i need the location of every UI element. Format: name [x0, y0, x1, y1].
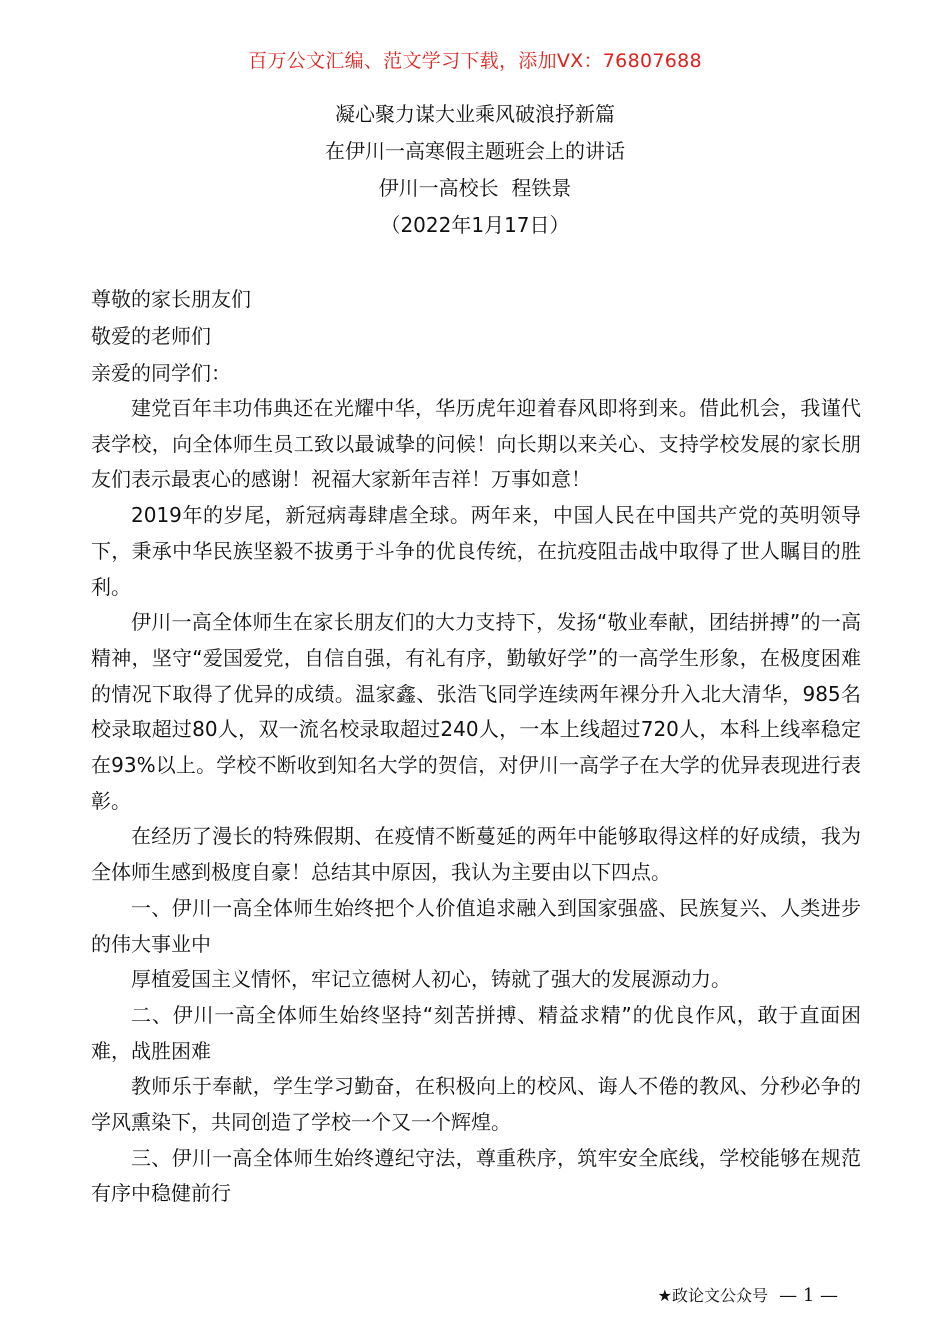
speech-title: 凝心聚力谋大业乘风破浪抒新篇 [335, 102, 615, 126]
speech-body [91, 391, 861, 1212]
page-footer [658, 1283, 838, 1306]
page-number: — 1 — [779, 1285, 838, 1306]
section-heading: 三、伊川一高全体师生始终遵纪守法，尊重秩序，筑牢安全底线，学校能够在规范有序中稳健前行 [91, 1145, 861, 1206]
section-heading: 一、伊川一高全体师生始终把个人价值追求融入到国家强盛、民族复兴、人类进步的伟大事业中 [91, 895, 861, 956]
salutation-teachers: 敬爱的老师们 [91, 324, 211, 348]
title-block [0, 96, 950, 244]
speaker-line: 伊川一高校长 程铁景 [378, 176, 572, 200]
footer-source: ★政论文公众号 [657, 1286, 768, 1305]
paragraph: 教师乐于奉献，学生学习勤奋，在积极向上的校风、诲人不倦的教风、分秒必争的学风熏染下，共同创造了学校一个又一个辉煌。 [91, 1074, 861, 1135]
paragraph: 在经历了漫长的特殊假期、在疫情不断蔓延的两年中能够取得这样的好成绩，我为全体师生感到极度自豪！总结其中原因，我认为主要由以下四点。 [91, 824, 861, 885]
salutation-parents: 尊敬的家长朋友们 [91, 287, 251, 311]
speech-date: （2022年1月17日） [380, 213, 570, 237]
salutation-block [91, 281, 871, 392]
salutation-students: 亲爱的同学们： [91, 361, 231, 385]
section-heading: 二、伊川一高全体师生始终坚持“刻苦拼搏、精益求精”的优良作风，敢于直面困难，战胜困难 [91, 1002, 861, 1063]
paragraph: 2019年的岁尾，新冠病毒肆虐全球。两年来，中国人民在中国共产党的英明领导下，秉承中华民族坚毅不拔勇于斗争的优良传统，在抗疫阻击战中取得了世人瞩目的胜利。 [91, 503, 861, 599]
promo-banner: 百万公文汇编、范文学习下载，添加VX：76807688 [248, 50, 702, 72]
paragraph: 伊川一高全体师生在家长朋友们的大力支持下，发扬“敬业奉献，团结拼搏”的一高精神，坚守“爱国爱党，自信自强，有礼有序，勤敏好学”的一高学生形象，在极度困难的情况下取得了优异的成绩。温家鑫、张浩飞同学连续两年裸分升入北大清华，985名校录取超过80人，双一流名校录取超过240人，一本上线超过720人，本科上线率稳定在93%以上。学校不断收到知名大学的贺信，对伊川一高学子在大学的优异表现进行表彰。 [91, 610, 861, 813]
paragraph: 建党百年丰功伟典还在光耀中华，华历虎年迎着春风即将到来。借此机会，我谨代表学校，向全体师生员工致以最诚挚的问候！向长期以来关心、支持学校发展的家长朋友们表示最衷心的感谢！祝福大家新年吉祥！万事如意！ [91, 396, 861, 492]
paragraph: 厚植爱国主义情怀，牢记立德树人初心，铸就了强大的发展源动力。 [131, 967, 731, 992]
speech-subtitle: 在伊川一高寒假主题班会上的讲话 [325, 139, 625, 163]
